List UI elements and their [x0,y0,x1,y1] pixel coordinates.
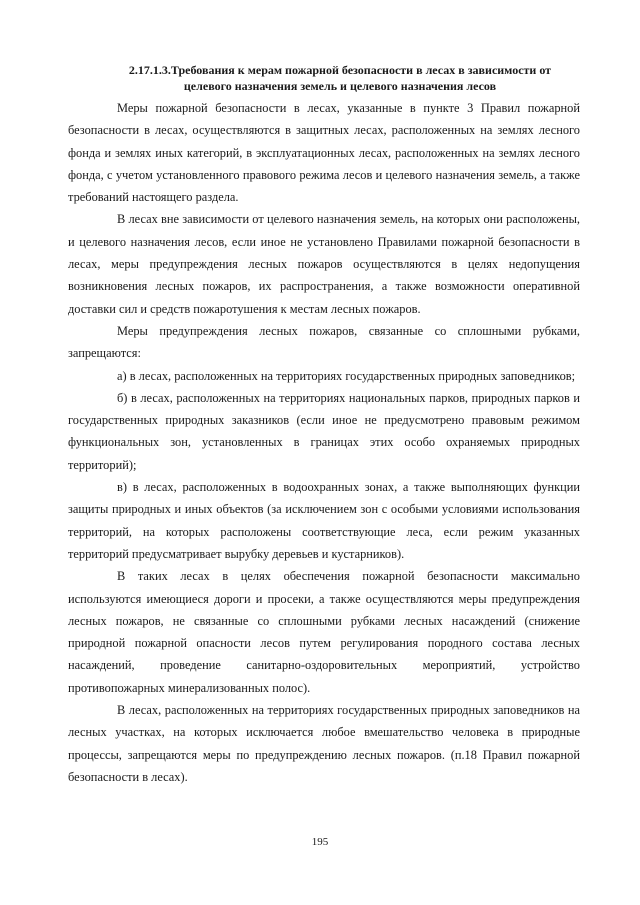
paragraph-fire-safety-measures: Меры пожарной безопасности в лесах, указанные в пункте 3 Правил пожарной безопасности в лесах, осуществляются в защитных лесах, расположенных на землях лесного фонда и землях иных категорий, в эксплуатационных лесах, расположенных на землях лесного фонда, с учетом установленного правового режима лесов и целевого назначения земель, а также требований настоящего раздела. [68,101,580,205]
list-item-a-reserves: а) в лесах, расположенных на территориях государственных природных заповедников; [117,368,576,383]
list-item-c-water-protection-zones: в) в лесах, расположенных в водоохранных зонах, а также выполняющих функции защиты природных и иных объектов (за исключением зон с особыми условиями использования территорий, на которых расположены соответствующие леса, если режим указанных территорий предусматривает вырубку деревьев и кустарников). [68,480,580,561]
page-number: 195 [311,836,329,848]
paragraph-reserve-restrictions: В лесах, расположенных на территориях государственных природных заповедников на лесных участках, на которых исключается любое вмешательство человека в природные процессы, запрещаются меры по предупреждению лесных пожаров. (п.18 Правил пожарной безопасности в лесах). [68,703,580,784]
paragraph-alternative-measures: В таких лесах в целях обеспечения пожарной безопасности максимально используются имеющиеся дороги и просеки, а также осуществляются меры предупреждения лесных пожаров, не связанные со сплошными рубками лесных насаждений (снижение природной пожарной опасности лесов путем регулирования породного состава лесных насаждений, проведение санитарно-оздоровительных мероприятий, устройство противопожарных минерализованных полос). [68,569,580,695]
section-heading-line-2: целевого назначения земель и целевого назначения лесов [183,79,497,93]
document-body [68,97,580,788]
list-item-b-national-parks: б) в лесах, расположенных на территориях национальных парков, природных парков и государственных природных заказников (если иное не предусмотрено правовым режимом функциональных зон, установленных в границах этих особо охраняемых природных территорий); [68,390,580,472]
section-heading-line-1: 2.17.1.3.Требования к мерам пожарной безопасности в лесах в зависимости от [128,63,552,77]
paragraph-clear-cutting-prohibition: Меры предупреждения лесных пожаров, связанные со сплошными рубками, запрещаются: [68,323,580,361]
paragraph-fire-prevention-purpose: В лесах вне зависимости от целевого назначения земель, на которых они расположены, и целевого назначения лесов, если иное не установлено Правилами пожарной безопасности в лесах, меры предупреждения лесных пожаров осуществляются в целях недопущения возникновения лесных пожаров, их распространения, а также возможности оперативной доставки сил и средств пожаротушения к местам лесных пожаров. [68,212,580,316]
section-heading [100,62,580,94]
